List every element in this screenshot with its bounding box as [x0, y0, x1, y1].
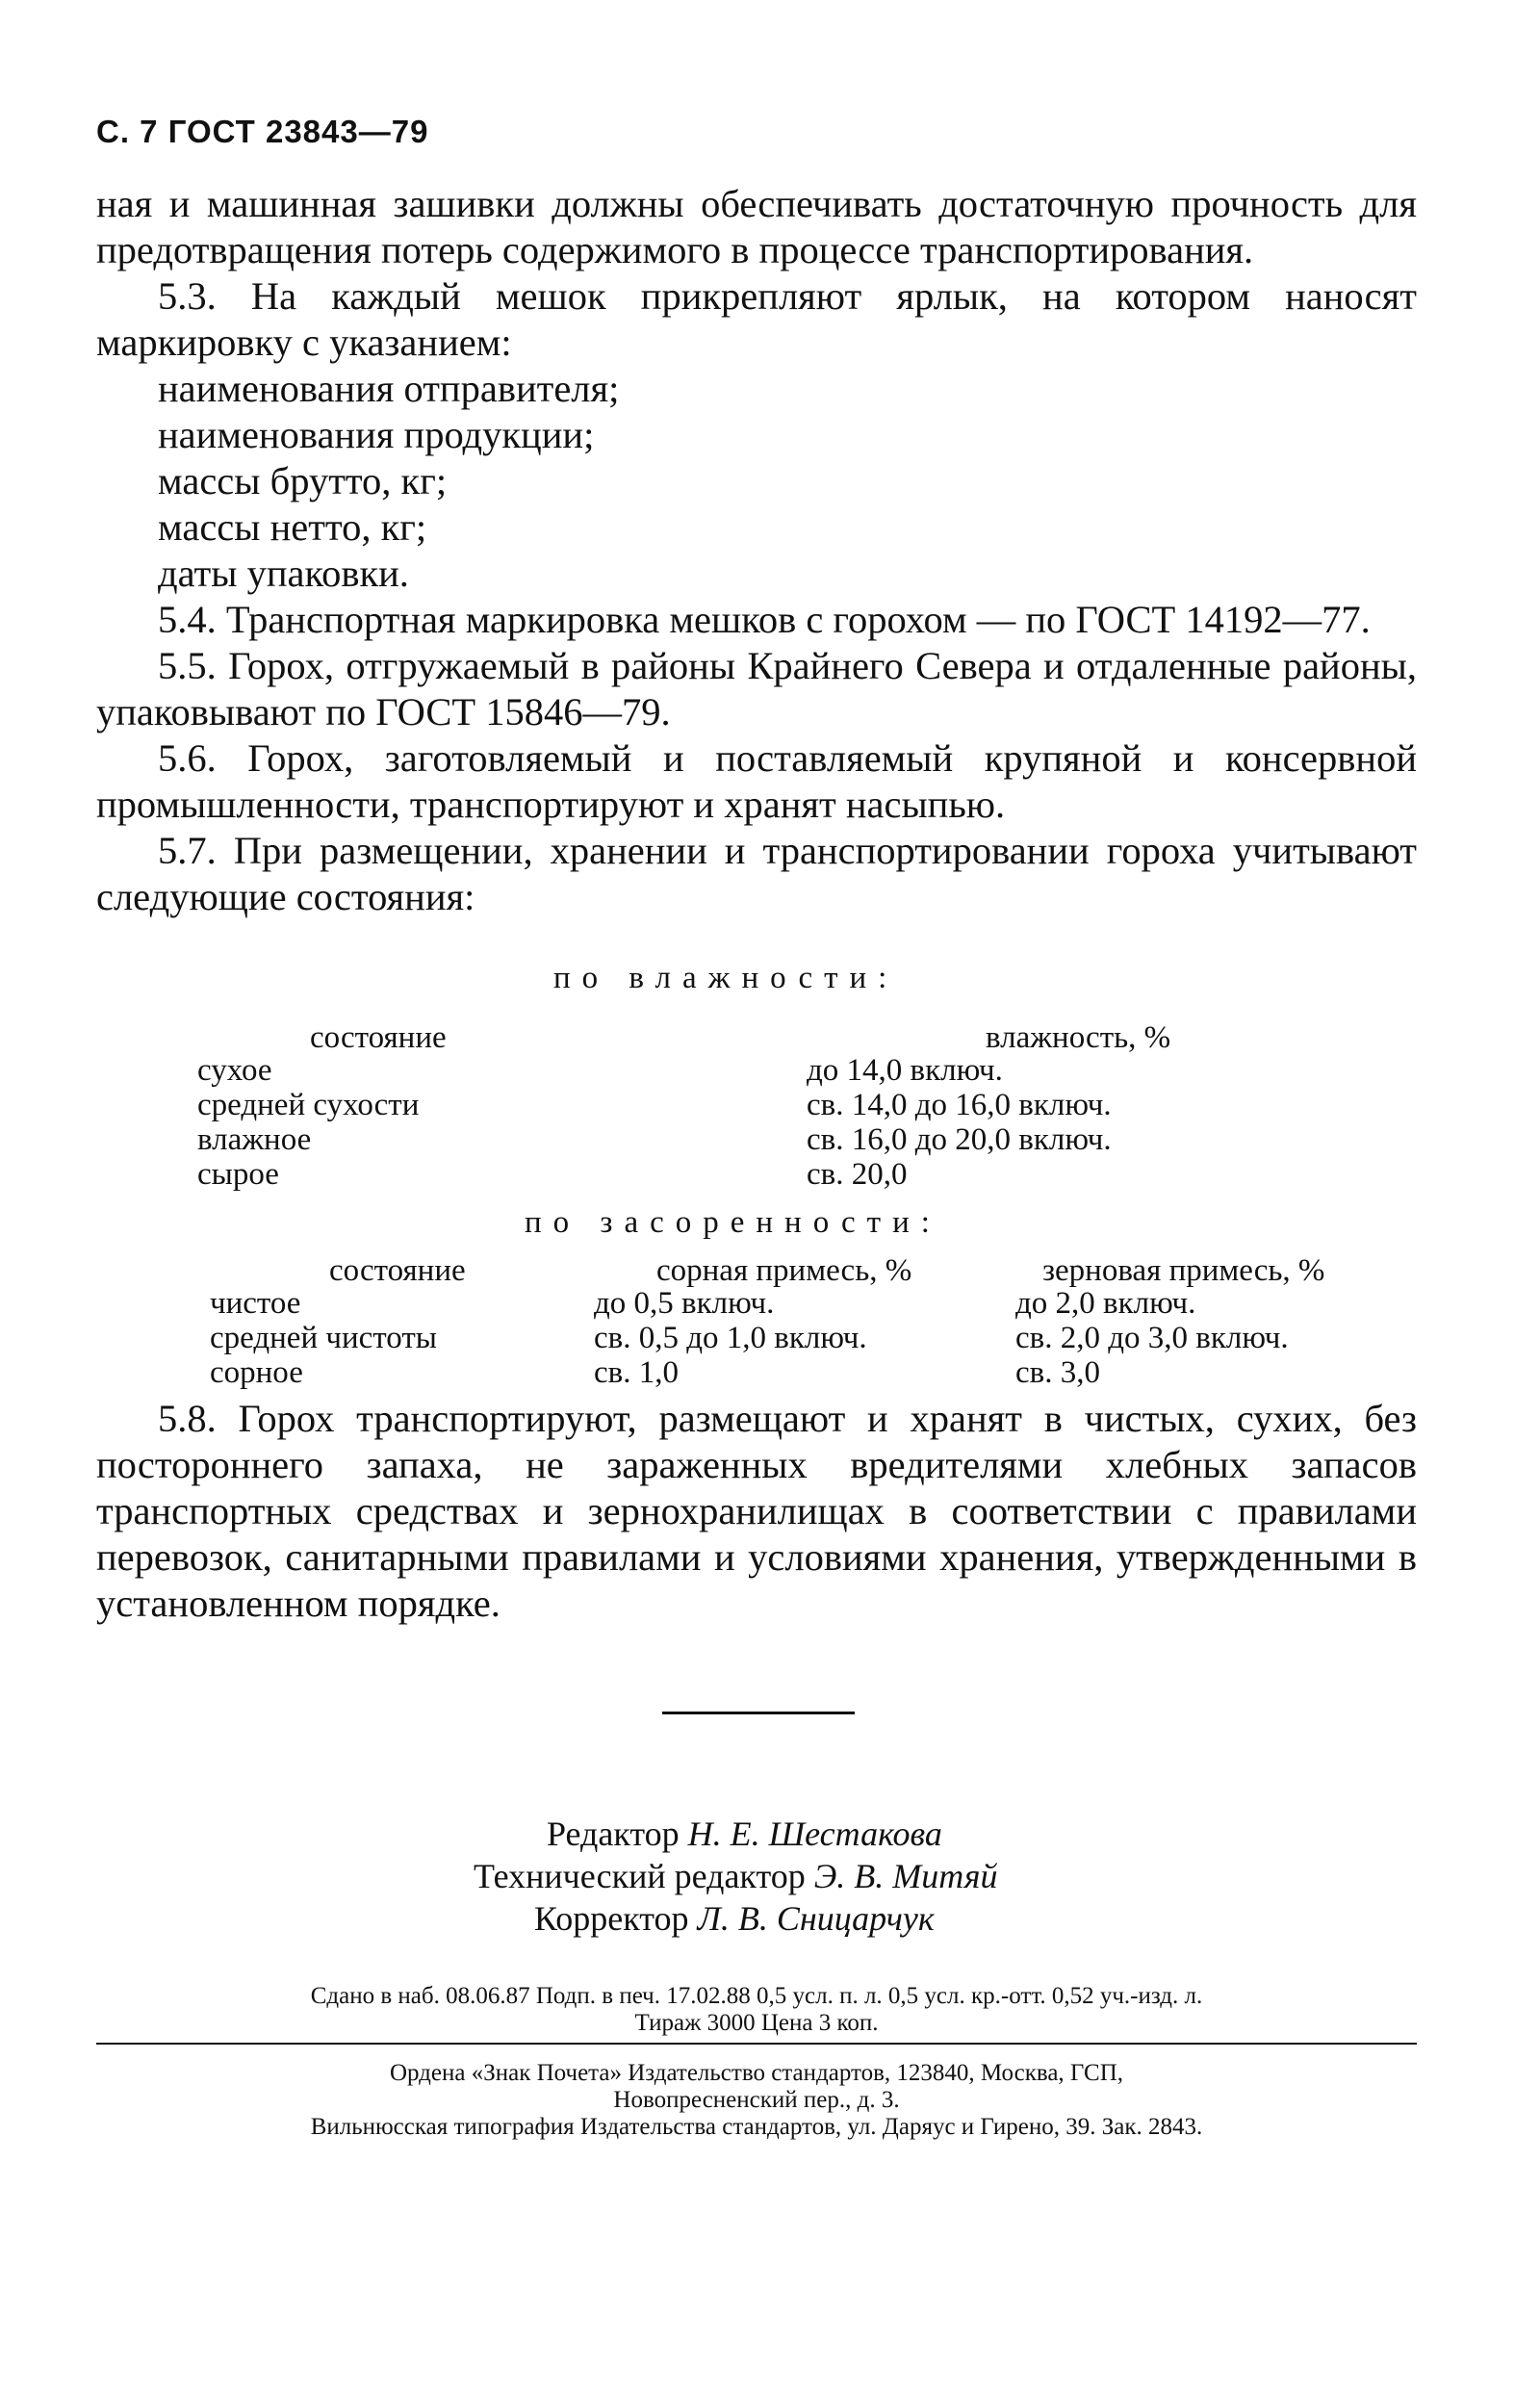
- list-item: массы нетто, кг;: [158, 505, 427, 549]
- table-cell: св. 2,0 до 3,0 включ.: [1015, 1321, 1289, 1355]
- credit-name: Э. В. Митяй: [813, 1857, 998, 1895]
- contamination-state-column: [210, 1286, 437, 1390]
- contamination-weed-header: сорная примесь, %: [656, 1253, 912, 1288]
- paragraph-continuation: ная и машинная зашивки должны обеспечивать достаточную прочность для предотвращения потерь содержимого в процессе транспортирования.: [96, 182, 1417, 271]
- paragraph-5-3: 5.3. На каждый мешок прикрепляют ярлык, на котором наносят маркировку с указанием:: [96, 274, 1417, 364]
- table-cell: сухое: [197, 1053, 272, 1088]
- moisture-state-header: состояние: [310, 1020, 447, 1055]
- credit-role: Корректор: [534, 1899, 689, 1938]
- table-cell: св. 0,5 до 1,0 включ.: [594, 1321, 867, 1355]
- table-cell: до 14,0 включ.: [807, 1053, 1003, 1088]
- paragraph-5-6: 5.6. Горох, заготовляемый и поставляемый крупяной и консервной промышленности, транспортируют и хранят насыпью.: [96, 736, 1417, 826]
- list-item: даты упаковки.: [158, 552, 409, 595]
- contamination-grain-column: [1015, 1286, 1289, 1390]
- table-cell: св. 3,0: [1015, 1355, 1100, 1390]
- table-cell: до 0,5 включ.: [594, 1286, 775, 1321]
- list-item: наименования продукции;: [158, 413, 595, 456]
- contamination-weed-column: [594, 1286, 867, 1390]
- credit-role: Редактор: [547, 1815, 680, 1853]
- list-item: наименования отправителя;: [158, 367, 620, 410]
- imprint-print-data: [96, 1983, 1417, 2037]
- credit-role: Технический редактор: [474, 1857, 806, 1895]
- paragraph-5-7: 5.7. При размещении, хранении и транспортировании гороха учитывают следующие состояния:: [96, 829, 1417, 918]
- table-cell: до 2,0 включ.: [1015, 1286, 1196, 1321]
- table-cell: чистое: [210, 1286, 301, 1321]
- imprint-line: Сдано в наб. 08.06.87 Подп. в печ. 17.02.88 0,5 усл. п. л. 0,5 усл. кр.-отт. 0,52 уч.-изд. л.: [310, 1983, 1203, 2009]
- credit-name: Л. В. Сницарчук: [697, 1899, 935, 1938]
- imprint-line: Вильнюсская типография Издательства стандартов, ул. Даряус и Гирено, 39. Зак. 2843.: [310, 2114, 1203, 2140]
- moisture-value-header: влажность, %: [986, 1020, 1171, 1055]
- table-cell: средней чистоты: [210, 1321, 437, 1355]
- contamination-subtitle: по засоренности:: [525, 1205, 941, 1240]
- table-cell: сорное: [210, 1355, 303, 1390]
- main-text: [96, 181, 1417, 920]
- table-cell: влажное: [197, 1122, 312, 1157]
- moisture-value-column: [807, 1053, 1112, 1192]
- table-cell: св. 20,0: [807, 1157, 908, 1192]
- imprint-line: Ордена «Знак Почета» Издательство стандартов, 123840, Москва, ГСП,: [389, 2060, 1124, 2086]
- contamination-state-header: состояние: [329, 1253, 466, 1288]
- separator-rule: [662, 1712, 855, 1714]
- main-text-lower: [96, 1396, 1417, 1627]
- contamination-grain-header: зерновая примесь, %: [1042, 1253, 1325, 1288]
- list-item: массы брутто, кг;: [158, 459, 448, 502]
- table-cell: средней сухости: [197, 1088, 420, 1122]
- table-cell: св. 14,0 до 16,0 включ.: [807, 1088, 1112, 1122]
- imprint-line: Тираж 3000 Цена 3 коп.: [634, 2010, 879, 2036]
- credit-name: Н. Е. Шестакова: [687, 1815, 942, 1853]
- table-cell: св. 1,0: [594, 1355, 679, 1390]
- imprint-line: Новопресненский пер., д. 3.: [613, 2087, 900, 2113]
- moisture-state-column: [197, 1053, 419, 1192]
- credit-editor: [547, 1810, 942, 1858]
- credit-technical-editor: [474, 1852, 997, 1900]
- credit-proofreader: [534, 1894, 935, 1943]
- paragraph-5-4: 5.4. Транспортная маркировка мешков с горохом — по ГОСТ 14192—77.: [158, 598, 1371, 641]
- imprint-publisher: [96, 2060, 1417, 2141]
- page-header: С. 7 ГОСТ 23843—79: [96, 114, 429, 149]
- paragraph-5-5: 5.5. Горох, отгружаемый в районы Крайнего Севера и отдаленные районы, упаковывают по ГОСТ 15846—79.: [96, 644, 1417, 734]
- imprint-rule: [96, 2043, 1417, 2045]
- paragraph-5-8: 5.8. Горох транспортируют, размещают и хранят в чистых, сухих, без постороннего запаха, не зараженных вредителями хлебных запасов транспортных средствах и зернохранилищах в соответствии с правилами перевозок, санитарными правилами и условиями хранения, утвержденными в установленном порядке.: [96, 1397, 1417, 1625]
- table-cell: св. 16,0 до 20,0 включ.: [807, 1122, 1112, 1157]
- moisture-subtitle: по влажности:: [553, 961, 899, 995]
- table-cell: сырое: [197, 1157, 279, 1192]
